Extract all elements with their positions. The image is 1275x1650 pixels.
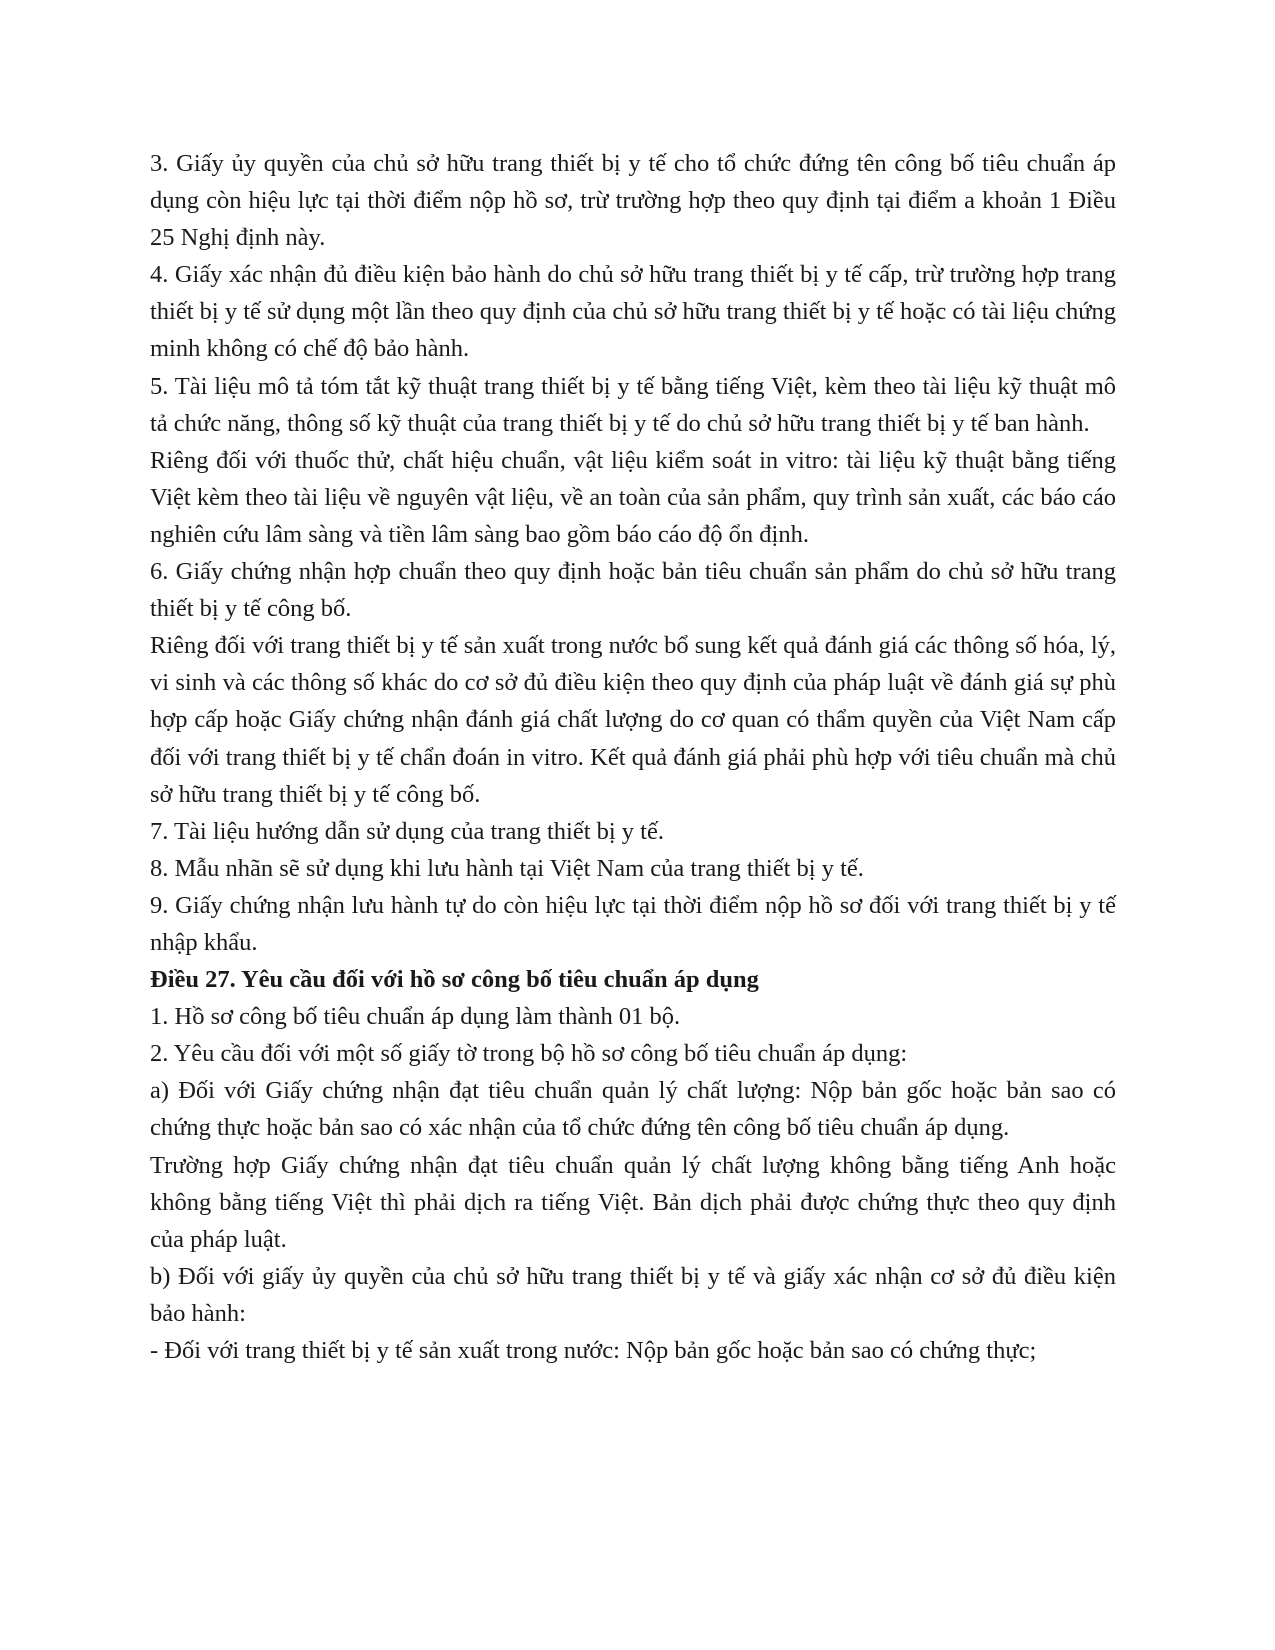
paragraph-item-4: 4. Giấy xác nhận đủ điều kiện bảo hành do chủ sở hữu trang thiết bị y tế cấp, trừ trường hợp trang thiết bị y tế sử dụng một lần theo quy định của chủ sở hữu trang thiết bị y tế hoặc có tài liệu chứng minh không có chế độ bảo hành. [150, 261, 1116, 363]
paragraph-item-6: 6. Giấy chứng nhận hợp chuẩn theo quy định hoặc bản tiêu chuẩn sản phẩm do chủ sở hữu trang thiết bị y tế công bố. [150, 558, 1116, 623]
paragraph-item-5: 5. Tài liệu mô tả tóm tắt kỹ thuật trang thiết bị y tế bằng tiếng Việt, kèm theo tài liệu kỹ thuật mô tả chức năng, thông số kỹ thuật của trang thiết bị y tế do chủ sở hữu trang thiết bị y tế ban hành. [150, 372, 1116, 437]
document-page [150, 145, 1116, 1369]
paragraph-item-6-note: Riêng đối với trang thiết bị y tế sản xuất trong nước bổ sung kết quả đánh giá các thông số hóa, lý, vi sinh và các thông số khác do cơ sở đủ điều kiện theo quy định của pháp luật về đánh giá sự phù hợp cấp hoặc Giấy chứng nhận đánh giá chất lượng do cơ quan có thẩm quyền của Việt Nam cấp đối với trang thiết bị y tế chẩn đoán in vitro. Kết quả đánh giá phải phù hợp với tiêu chuẩn mà chủ sở hữu trang thiết bị y tế công bố. [150, 632, 1116, 808]
paragraph-article-27-item-2b: b) Đối với giấy ủy quyền của chủ sở hữu trang thiết bị y tế và giấy xác nhận cơ sở đủ điều kiện bảo hành: [150, 1262, 1116, 1327]
paragraph-item-8: 8. Mẫu nhãn sẽ sử dụng khi lưu hành tại Việt Nam của trang thiết bị y tế. [150, 854, 864, 882]
paragraph-item-9: 9. Giấy chứng nhận lưu hành tự do còn hiệu lực tại thời điểm nộp hồ sơ đối với trang thiết bị y tế nhập khẩu. [150, 891, 1116, 956]
article-27-heading: Điều 27. Yêu cầu đối với hồ sơ công bố tiêu chuẩn áp dụng [150, 966, 759, 994]
paragraph-article-27-item-2a-note: Trường hợp Giấy chứng nhận đạt tiêu chuẩn quản lý chất lượng không bằng tiếng Anh hoặc không bằng tiếng Việt thì phải dịch ra tiếng Việt. Bản dịch phải được chứng thực theo quy định của pháp luật. [150, 1151, 1116, 1253]
paragraph-item-7: 7. Tài liệu hướng dẫn sử dụng của trang thiết bị y tế. [150, 817, 664, 845]
paragraph-article-27-item-2: 2. Yêu cầu đối với một số giấy tờ trong bộ hồ sơ công bố tiêu chuẩn áp dụng: [150, 1040, 908, 1068]
paragraph-item-5-note: Riêng đối với thuốc thử, chất hiệu chuẩn, vật liệu kiểm soát in vitro: tài liệu kỹ thuật bằng tiếng Việt kèm theo tài liệu về nguyên vật liệu, về an toàn của sản phẩm, quy trình sản xuất, các báo cáo nghiên cứu lâm sàng và tiền lâm sàng bao gồm báo cáo độ ổn định. [150, 446, 1116, 548]
paragraph-article-27-item-1: 1. Hồ sơ công bố tiêu chuẩn áp dụng làm thành 01 bộ. [150, 1003, 681, 1031]
paragraph-item-3: 3. Giấy ủy quyền của chủ sở hữu trang thiết bị y tế cho tổ chức đứng tên công bố tiêu chuẩn áp dụng còn hiệu lực tại thời điểm nộp hồ sơ, trừ trường hợp theo quy định tại điểm a khoản 1 Điều 25 Nghị định này. [150, 150, 1116, 252]
paragraph-article-27-item-2a: a) Đối với Giấy chứng nhận đạt tiêu chuẩn quản lý chất lượng: Nộp bản gốc hoặc bản sao có chứng thực hoặc bản sao có xác nhận của tổ chức đứng tên công bố tiêu chuẩn áp dụng. [150, 1077, 1116, 1142]
paragraph-article-27-item-2b-domestic: - Đối với trang thiết bị y tế sản xuất trong nước: Nộp bản gốc hoặc bản sao có chứng thực; [150, 1337, 1037, 1364]
